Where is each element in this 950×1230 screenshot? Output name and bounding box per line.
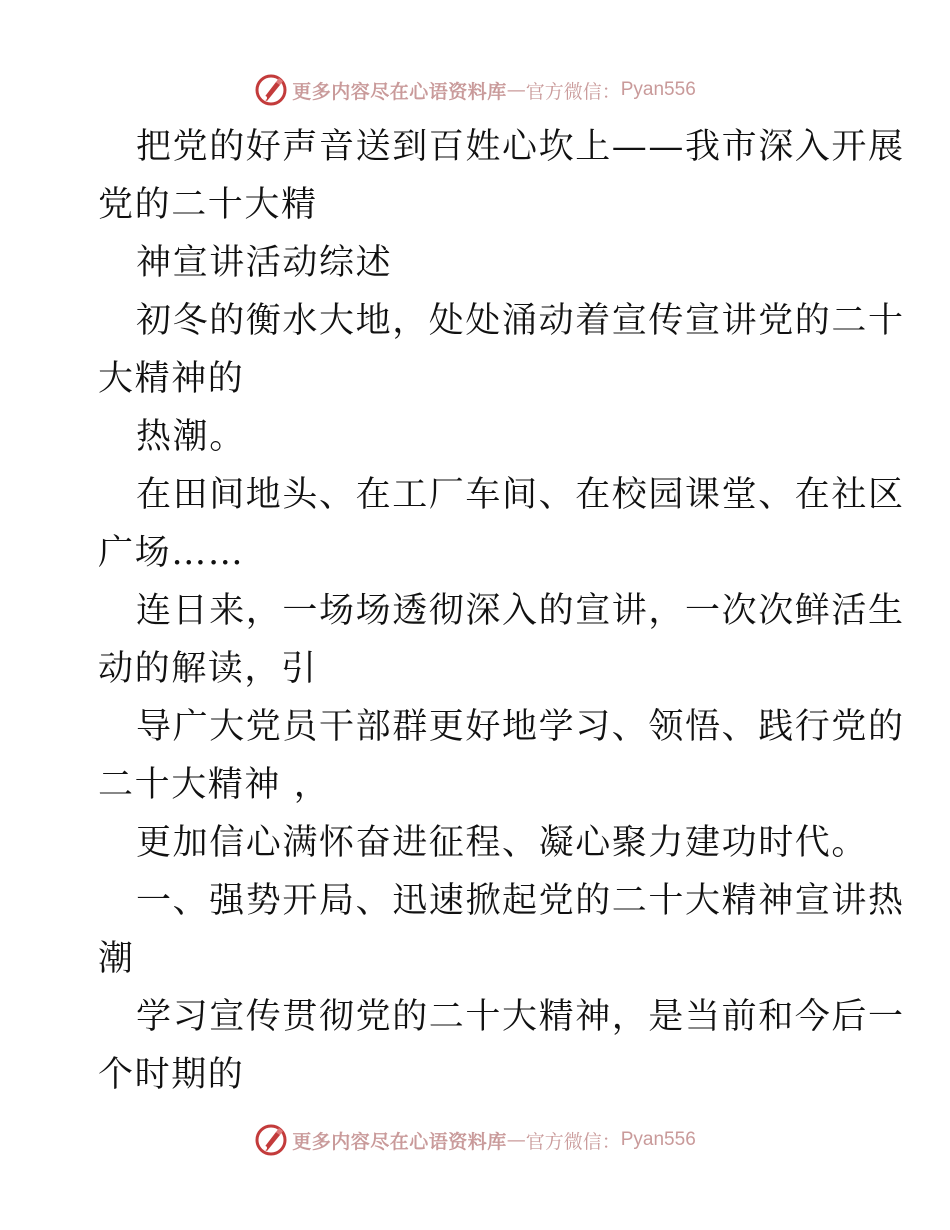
header-watermark (0, 70, 950, 110)
paragraph-line: 在田间地头、在工厂车间、在校园课堂、在社区 (136, 475, 905, 515)
banner-title: 更多内容尽在心语资料库 (292, 1130, 507, 1153)
pen-logo-icon (254, 73, 288, 107)
footer-watermark (0, 1120, 950, 1160)
paragraph-line: 个时期的 (98, 1055, 245, 1095)
paragraph-line: 导广大党员干部群更好地学习、领悟、践行党的 (136, 707, 905, 747)
document-body (98, 118, 905, 1104)
banner-wechat-label: 官方微信： (525, 80, 621, 103)
title-line-1: 把党的好声音送到百姓心坎上——我市深入开展 (136, 127, 905, 167)
paragraph-line: 初冬的衡水大地，处处涌动着宣传宣讲党的二十 (136, 301, 905, 341)
paragraph-line: 连日来，一场场透彻深入的宣讲，一次次鲜活生 (136, 591, 905, 631)
banner-title: 更多内容尽在心语资料库 (292, 80, 507, 103)
paragraph-line: 广场…… (98, 533, 245, 573)
paragraph-line: 学习宣传贯彻党的二十大精神，是当前和今后一 (136, 997, 905, 1037)
banner-wechat-id: Pyan556 (620, 79, 696, 100)
title-line-3: 神宣讲活动综述 (136, 243, 393, 283)
banner-dash: — (506, 79, 526, 101)
paragraph-line: 更加信心满怀奋进征程、凝心聚力建功时代。 (136, 823, 869, 863)
banner-wechat-label: 官方微信： (525, 1130, 621, 1153)
banner-wechat-id: Pyan556 (620, 1129, 696, 1150)
paragraph-line: 二十大精神 ， (98, 765, 331, 805)
section-heading-line: 一、强势开局、迅速掀起党的二十大精神宣讲热 (136, 881, 905, 921)
banner-dash: — (506, 1129, 526, 1151)
paragraph-line: 动的解读，引 (98, 649, 318, 689)
title-line-2: 党的二十大精 (98, 185, 318, 225)
pen-logo-icon (254, 1123, 288, 1157)
paragraph-line: 热潮。 (136, 417, 246, 457)
paragraph-line: 大精神的 (98, 359, 245, 399)
section-heading-line: 潮 (98, 939, 135, 979)
